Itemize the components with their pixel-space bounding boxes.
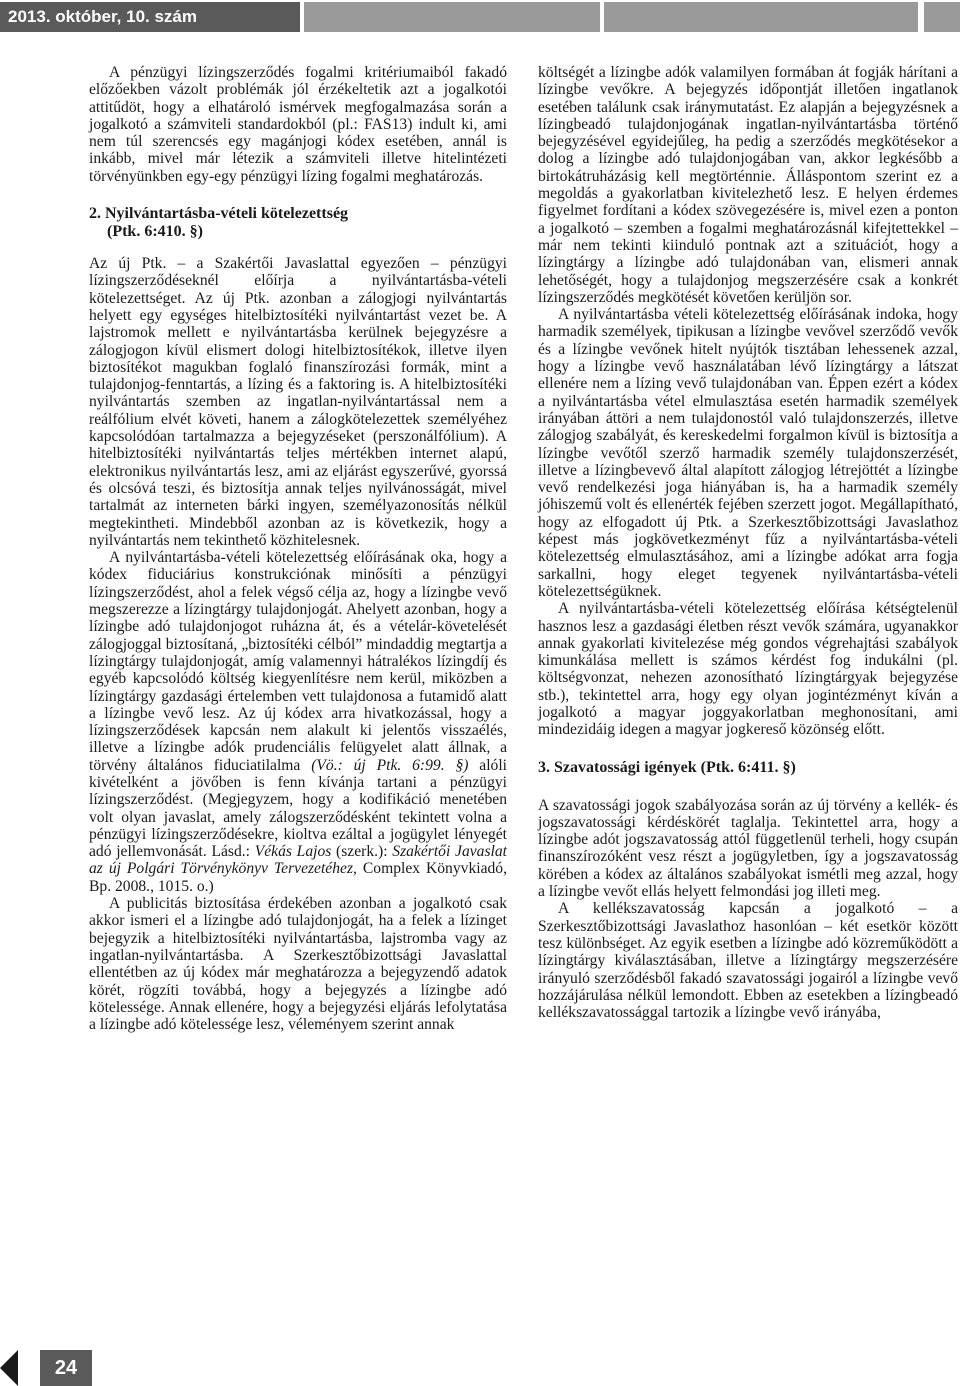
book-title: Szakértői Javaslat az új Polgári Törvénykönyv Tervezetéhez, <box>89 843 507 878</box>
paragraph: A szavatossági jogok szabályozása során az új törvény a kellék- és jogszavatossági kérdéskörét taglalja. Tekintettel arra, hogy a lízingbe adót jogszavatosság attól függetlenül terheli, hogy csupán finanszírozóként vesz részt a jogügyletben, így a jogszavatosság körében a kódex az általános szabályokat ismétli meg azzal, hogy a lízingbe vevőt ellás helyett felmondási jog illeti meg. <box>538 796 958 901</box>
paragraph: A publicitás biztosítása érdekében azonban a jogalkotó csak akkor ismeri el a lízingbe adó tulajdonjogát, ha a felek a lízinget bejegyzik a hitelbiztosítéki nyilvántartásba, lajstromba vagy az ingatlan-nyilvántartásba. A Szerkesztőbizottsági Javaslattal ellentétben az új kódex már meghatározza a bejegyzendő adatok körét, rögzíti továbbá, hogy a bejegyzés a lízingbe adó kötelessége. Annak ellenére, hogy a bejegyzési eljárás lefolytatása a lízingbe adó kötelessége lesz, véleményem szerint annak <box>89 895 507 1034</box>
header-gray-bar-1 <box>304 2 600 32</box>
paragraph: költségét a lízingbe adók valamilyen formában át fogják hárítani a lízingbe vevőkre. A bejegyzés időpontját illetően ingatlanok esetében találunk csak iránymutatást. Ez alapján a bejegyzésnek a lízingbeadó tulajdonjogának ingatlan-nyilvántartásba történő bejegyzésével egyidejűleg, ha pedig a szerződés megkötésekor a dolog a lízingbe adó tulajdonjogában van, akkor legkésőbb a birtokátruházásig kell megtörténnie. Álláspontom szerint ez a megoldás a gyakorlatban kivitelezhető lesz. E helyen érdemes figyelmet fordítani a kódex szövegezésére is, mivel ezen a ponton a jogalkotó – szemben a fogalmi meghatározásnál kifejtettekkel – már nem tekinti kiinduló pontnak azt a szituációt, hogy a lízingtárgy a lízingbe adó tulajdonában van, elismeri annak lehetőségét, hogy a tulajdonjog megszerzésére csak a konkrét lízingszerződés megkötését követően kerüljön sor. <box>538 64 958 306</box>
paragraph: A nyilvántartásba vételi kötelezettség előírásának indoka, hogy harmadik személyek, tipikusan a lízingbe vevővel szerződő vevők és a lízingbe vevőnek hitelt nyújtók tisztában lehessenek azzal, hogy a lízingbe vevő használatában lévő lízingtárgy a látszat ellenére nem a lízing vevő tulajdonában van. Éppen ezért a kódex a nyilvántartásba vétel elmulasztása esetén harmadik személyek irányában áttöri a nem tulajdonostól való tulajdonszerzés, illetve zálogjog szabályát, és kereskedelmi forgalmon kívül is biztosítja a lízingbe vevőtől szerző harmadik személy tulajdonszerzését, illetve a lízingbevevő által alapított zálogjog létrejöttét a lízingbe vevő rendelkezési joga hiányában is, ha a harmadik személy jóhiszemű volt és ellenérték fejében szerzett jogot. Megállapítható, hogy az elfogadott új Ptk. a Szerkesztőbizottsági Javaslathoz képest más jogkövetkezményt fűz a nyilvántartásba-vételi kötelezettség elmulasztásához, ami a lízingbe adókat arra fogja sarkallni, hogy eleget tegyenek nyilvántartásba-vételi kötelezettségüknek. <box>538 306 958 600</box>
section-heading-2 <box>89 205 507 241</box>
issue-label: 2013. október, 10. szám <box>0 2 300 32</box>
paragraph: A kellékszavatosság kapcsán a jogalkotó – a Szerkesztőbizottsági Javaslathoz hasonlóan – két esetkör között tesz különbséget. Az egyik esetben a lízingbe adó közreműködött a lízingtárgy kiválasztásában, illetve a lízingtárgy megszerzésére irányuló szerződésből fakadó szavatossági jogairól a lízingbe vevő hozzájárulása nélkül lemondott. Ebben az esetekben a lízingbeadó kellékszavatossággal tartozik a lízingbe vevő irányába, <box>538 900 958 1022</box>
paragraph: A pénzügyi lízingszerződés fogalmi kritériumaiból fakadó előzőekben vázolt problémák jól érzékeltetik azt a jogalkotói attitűdöt, hogy a elhatároló ismérvek megfogalmazása során a jogalkotó a számviteli standardokból (pl.: FAS13) indult ki, ami nem túl szerencsés egy magánjogi kódex esetében, annál is inkább, mivel már létezik a számviteli illetve hitelintézeti törvényünkben egy-egy pénzügyi lízing fogalmi meghatározás. <box>89 64 507 185</box>
heading-line: 2. Nyilvántartásba-vételi kötelezettség <box>89 205 349 223</box>
paragraph: A nyilvántartásba-vételi kötelezettség előírása kétségtelenül hasznos lesz a gazdasági életben részt vevők számára, ugyanakkor annak gyakorlati kivitelezése még gondos végrehajtási szabályok kimunkálása mellett is számos kérdést fog indukálni (pl. költségvonzat, nehezen azonosítható lízingtárgyak bejegyzése stb.), tekintettel arra, hogy egy olyan jogintézményt kíván a jogalkotó a magyar joggyakorlatban meghonosítani, ami mindezidáig idegen a magyar jogkereső közönség előtt. <box>538 600 958 739</box>
section-heading-3: 3. Szavatossági igények (Ptk. 6:411. §) <box>538 758 796 776</box>
paragraph: A nyilvántartásba-vételi kötelezettség előírásának oka, hogy a kódex fiduciárius konstrukciónak minősíti a pénzügyi lízingszerződést, ahol a felek végső célja az, hogy a lízingbe vevő megszerezze a lízingtárgy tulajdonjogát. Ahelyett azonban, hogy a lízingbe adó tulajdonjogot ruházna át, és a vételár-követelését zálogjoggal biztosítaná, „biztosítéki célból” mindaddig megtartja a lízingtárgy tulajdonjogát, amíg valamennyi hátralékos lízingdíj és egyéb kapcsolódó költség kiegyenlítésre nem kerül, miközben a lízingtárgy gazdasági értelemben vett tulajdonosa a futamidő alatt a lízingbe vevő lesz. Az új kódex arra hivatkozással, hogy a lízingszerződések kapcsán nem alakult ki jelentős visszaélés, illetve a lízingbe adók prudenciális felügyelet alatt állnak, a törvény általános fiduciatilalma (Vö.: új Ptk. 6:99. §) alóli kivételként a jövőben is fenn kívánja tartani a pénzügyi lízingszerződést. (Megjegyzem, hogy a kodifikáció menetében volt olyan javaslat, amely zálogszerződésként tekintett volna a pénzügyi lízingszerződésekre, kioltva ezáltal a jogügylet lényegét adó jellemvonását. Lásd.: Vékás Lajos (szerk.): Szakértői Javaslat az új Polgári Törvénykönyv Tervezetéhez, Complex Könyvkiadó, Bp. 2008., 1015. o.) <box>89 549 507 895</box>
header-gray-bar-2 <box>604 2 918 32</box>
right-column <box>538 64 958 1021</box>
left-column <box>89 64 507 1033</box>
reference: (Vö.: új Ptk. 6:99. §) <box>311 756 469 774</box>
page-header <box>0 0 960 40</box>
paragraph: Az új Ptk. – a Szakértői Javaslattal egyezően – pénzügyi lízingszerződéseknél előírja a nyilvántartásba-vételi kötelezettséget. Az új Ptk. azonban a zálogjogi nyilvántartás helyett egy egységes hitelbiztosítéki nyilvántartást vezet be. A lajstromok mellett e nyilvántartásba kerülnek bejegyzésre a zálogjogon kívül elismert dologi hitelbiztosítékok, illetve ilyen biztosítékot magukban foglaló finanszírozási formák, mint a tulajdonjog-fenntartás, a lízing és a faktoring is. A hitelbiztosítéki nyilvántartás szemben az ingatlan-nyilvántartással nem a reálfólium elvét követi, hanem a zálogkötelezettek személyéhez kapcsolódóan tartalmazza a bejegyzéseket (perszonálfólium). A hitelbiztosítéki nyilvántartás teljes mértékben internet alapú, elektronikus nyilvántartás lesz, ami az eljárást egyszerűvé, gyorssá és olcsóvá teszi, és biztosítja annak teljes nyilvánosságát, mivel tartalmát az interneten bárki ingyen, személyazonosítás nélkül megtekintheti. Mindebből azonban az is következik, hogy a nyilvántartás nem tekinthető közhitelesnek. <box>89 255 507 549</box>
author: Vékás Lajos <box>254 843 332 861</box>
page-number: 24 <box>40 1350 92 1386</box>
header-gray-bar-3 <box>924 2 960 32</box>
heading-line: (Ptk. 6:410. §) <box>107 223 203 241</box>
triangle-marker-icon <box>0 1350 18 1386</box>
